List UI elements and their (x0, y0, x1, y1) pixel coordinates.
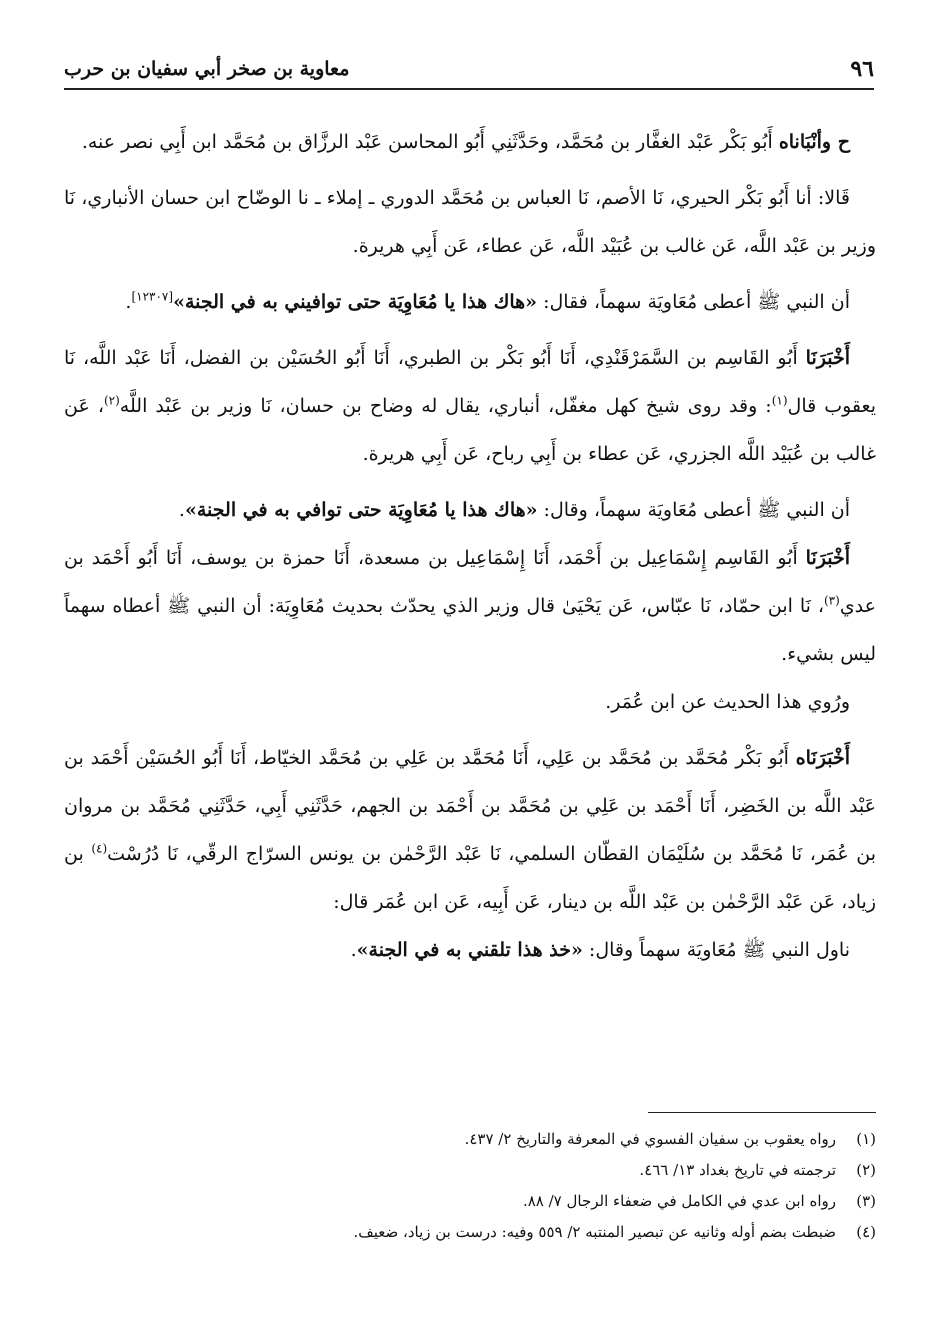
footnote-text: رواه ابن عدي في الكامل في ضعفاء الرجال ٧/ ٨٨. (522, 1192, 836, 1210)
paragraph-8 (64, 734, 876, 926)
footnote-ref-4[interactable]: (٤) (91, 841, 108, 856)
hadith-quote: «خذ هذا تلقني به في الجنة» (356, 939, 583, 961)
paragraph-6 (64, 534, 876, 678)
running-title: معاوية بن صخر أبي سفيان بن حرب (64, 58, 350, 80)
footnotes (64, 1124, 876, 1248)
footnote-ref-3[interactable]: (٣) (823, 593, 840, 608)
paragraph-text: أَبُو القَاسِم بن السَّمَرْقَنْدِي، أَنَا أَبُو بَكْر بن الطبري، أَنَا أَبُو الحُسَيْن بن الفضل، أَنَا عَبْد اللَّه، نَا يعقوب قال (64, 347, 876, 417)
paragraph-text: أن النبي ﷺ أعطى مُعَاويَة سهماً، فقال: (537, 291, 850, 313)
hadith-quote: «هاك هذا يا مُعَاوِيَة حتى توافيني به في الجنة» (173, 291, 538, 313)
isnad-lead: أَخْبَرَنَا (805, 547, 850, 569)
paragraph-7 (64, 678, 876, 726)
punctuation: . (125, 291, 132, 313)
hadith-quote: «هاك هذا يا مُعَاوِيَة حتى توافي به في الجنة» (184, 499, 538, 521)
punctuation: . (178, 499, 185, 521)
paragraph-text: أن النبي ﷺ أعطى مُعَاويَة سهماً، وقال: (537, 499, 850, 521)
footnote-ref-1[interactable]: (١) (771, 393, 788, 408)
punctuation: . (350, 939, 357, 961)
paragraph-text: أَبُو القَاسِم إِسْمَاعِيل بن أَحْمَد، أَنَا إِسْمَاعِيل بن مسعدة، أَنَا حمزة بن يوسف، أَنَا أَبُو أَحْمَد بن عدي (64, 547, 876, 617)
paragraph-2 (64, 174, 876, 270)
paragraph-9 (64, 926, 876, 974)
paragraph-text: ، نَا ابن حمّاد، نَا عبّاس، عَن يَحْيَىٰ قال وزير الذي يحدّث بحديث مُعَاوِيَة: أن النبي ﷺ أعطاه سهماً ليس بشيء. (64, 595, 876, 665)
isnad-lead: أَخْبَرَنَا (805, 347, 850, 369)
paragraph-text: : وقد روى شيخ كهل مغفّل، أنباري، يقال له وضاح بن حسان، نَا وزير بن عَبْد اللَّه (119, 395, 772, 417)
footnote-number: (٤) (856, 1223, 876, 1241)
paragraph-4 (64, 334, 876, 478)
footnote-1 (64, 1124, 876, 1155)
hadith-reference: [١٢٣٠٧] (131, 289, 174, 304)
main-text (64, 118, 876, 974)
paragraph-1 (64, 118, 876, 166)
footnote-number: (١) (856, 1130, 876, 1148)
footnote-text: ترجمته في تاريخ بغداد ١٣/ ٤٦٦. (639, 1161, 836, 1179)
footnote-2 (64, 1155, 876, 1186)
paragraph-text: ورُوي هذا الحديث عن ابن عُمَر. (605, 691, 850, 713)
footnote-text: ضبطت بضم أوله وثانيه عن تبصير المنتبه ٢/ ٥٥٩ وفيه: درست بن زياد، ضعيف. (353, 1223, 836, 1241)
footnote-text: رواه يعقوب بن سفيان الفسوي في المعرفة والتاريخ ٢/ ٤٣٧. (464, 1130, 836, 1148)
paragraph-text: ، عَن غالب بن عُبَيْد اللَّه الجزري، عَن عطاء بن أَبِي رباح، عَن أَبِي هريرة. (64, 395, 876, 465)
paragraph-text: بن زياد، عَن عَبْد الرَّحْمٰن بن عَبْد اللَّه بن دينار، عَن أَبِيه، عَن ابن عُمَر قال: (64, 843, 876, 913)
isnad-lead: أَخْبَرَنَاه (795, 747, 850, 769)
paragraph-3 (64, 278, 876, 326)
footnote-3 (64, 1186, 876, 1217)
page-number: ٩٦ (850, 56, 874, 82)
footnote-4 (64, 1217, 876, 1248)
isnad-lead: ح وأنْبَاناه (778, 131, 850, 153)
paragraph-text: ناول النبي ﷺ مُعَاويَة سهماً وقال: (582, 939, 850, 961)
footnote-number: (٣) (856, 1192, 876, 1210)
page-header (64, 48, 874, 90)
footnote-divider (648, 1112, 876, 1113)
paragraph-text: أَبُو بَكْر عَبْد الغفَّار بن مُحَمَّد، وحَدَّثَنِي أَبُو المحاسن عَبْد الرزَّاق بن مُحَمَّد ابن أَبِي نصر عنه. (81, 131, 779, 153)
footnote-number: (٢) (856, 1161, 876, 1179)
paragraph-5 (64, 486, 876, 534)
footnote-ref-2[interactable]: (٢) (103, 393, 120, 408)
paragraph-text: أَبُو بَكْر مُحَمَّد بن مُحَمَّد بن عَلِي، أَنَا مُحَمَّد بن عَلِي بن مُحَمَّد الخيّاط، أَنَا أَبُو الحُسَيْن أَحْمَد بن عَبْد اللَّه بن الخَضِر، أَنَا أَحْمَد بن عَلِي بن مُحَمَّد بن أَحْمَد بن الجهم، حَدَّثَنِي أَبِي، حَدَّثَنِي مُحَمَّد بن مروان بن عُمَر، نَا مُحَمَّد بن سُلَيْمَان القطّان السلمي، نَا عَبْد الرَّحْمٰن بن يونس السرّاج الرقّي، نَا دُرُسْت (64, 747, 877, 865)
paragraph-text: قَالا: أنا أَبُو بَكْر الحيري، نَا الأصم، نَا العباس بن مُحَمَّد الدوري ـ إملاء ـ نا الوضّاح ابن حسان الأنباري، نَا وزير بن عَبْد اللَّه، عَن غالب بن عُبَيْد اللَّه، عَن عطاء، عَن أَبِي هريرة. (64, 187, 876, 257)
